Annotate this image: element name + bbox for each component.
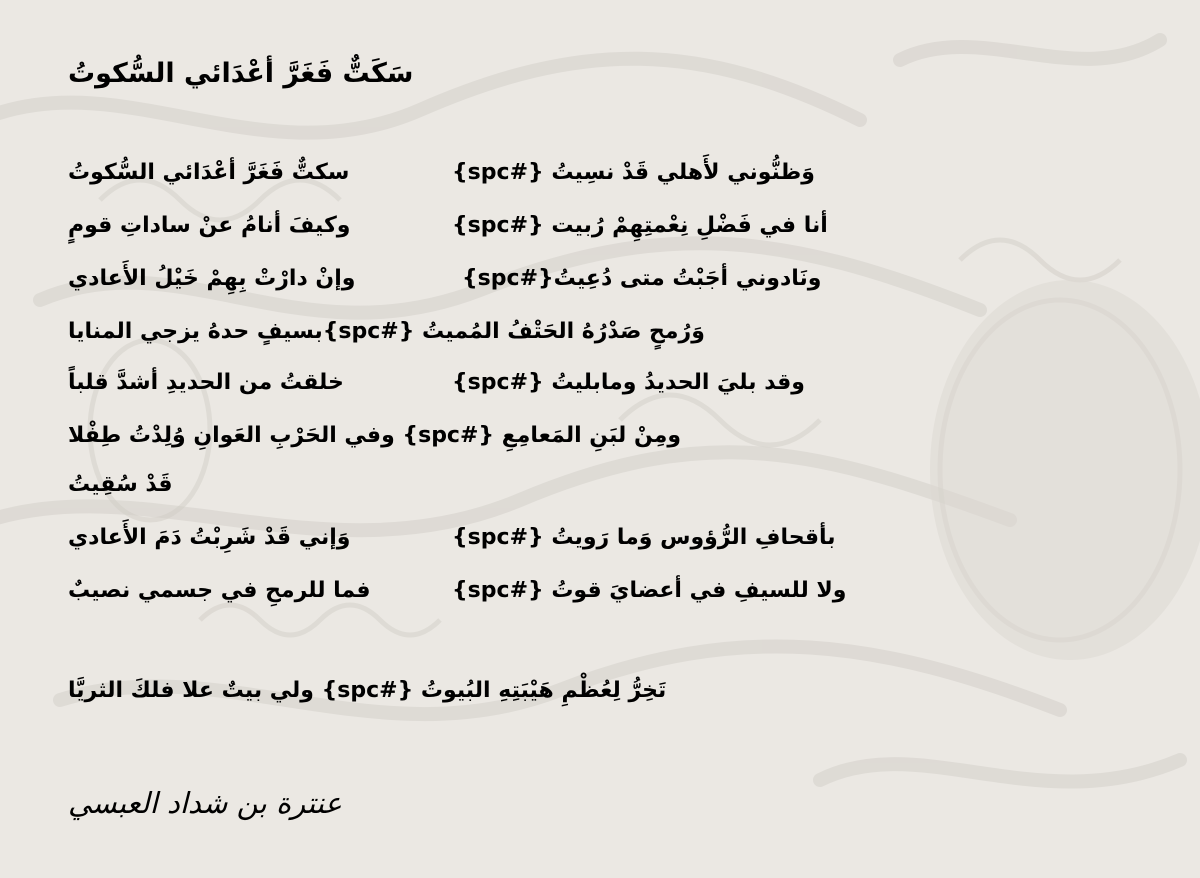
verse-left-3: وإنْ دارْتْ بِهِمْ خَيْلُ الأَعادي [68,266,356,291]
verse-final: تَخِرُّ لِعُظْمِ هَيْبَتِهِ البُيوتُ {#spc} ولي بيتٌ علا فلكَ الثريَّا [68,678,667,703]
poem-title: سَكَتٌّ فَغَرَّ أعْدَائي السُّكوتُ [68,58,414,89]
verse-right-3: ونَادوني أجَبْتُ متى دُعِيتُ{#spc} [462,266,822,291]
verse-right-2: أنا في فَضْلِ نِعْمتِهِمْ رُبيت {#spc} [452,213,828,238]
verse-full-7: قَدْ سُقِيتُ [68,472,173,497]
verse-right-1: وَظنُّوني لأَهلي قَدْ نسِيتُ {#spc} [452,160,815,185]
verse-left-8: وَإني قَدْ شَرِبْتُ دَمَ الأَعادي [68,525,351,550]
verse-right-9: ولا للسيفِ في أعضايَ قوتُ {#spc} [452,578,847,603]
verse-full-4: وَرُمحٍ صَدْرُهُ الحَتْفُ المُميتُ {#spc}بسيفٍ حدهُ يزجي المنايا [68,319,705,344]
verse-left-9: فما للرمحِ في جسمي نصيبٌ [68,578,371,603]
verse-full-6: ومِنْ لبَنِ المَعامِعِ {#spc} وفي الحَرْبِ العَوانِ وُلِدْتُ طِفْلا [68,423,682,448]
author-signature: عنترة بن شداد العبسي [68,786,342,820]
verse-right-8: بأقحافِ الرُّؤوس وَما رَويتُ {#spc} [452,525,836,550]
verse-left-5: خلقتُ من الحديدِ أشدَّ قلباً [68,370,344,395]
verse-left-1: سكتٌّ فَغَرَّ أعْدَائي السُّكوتُ [68,160,350,185]
verse-left-2: وكيفَ أنامُ عنْ ساداتِ قومٍ [68,213,351,238]
verse-right-5: وقد بليَ الحديدُ ومابليتُ {#spc} [452,370,805,395]
